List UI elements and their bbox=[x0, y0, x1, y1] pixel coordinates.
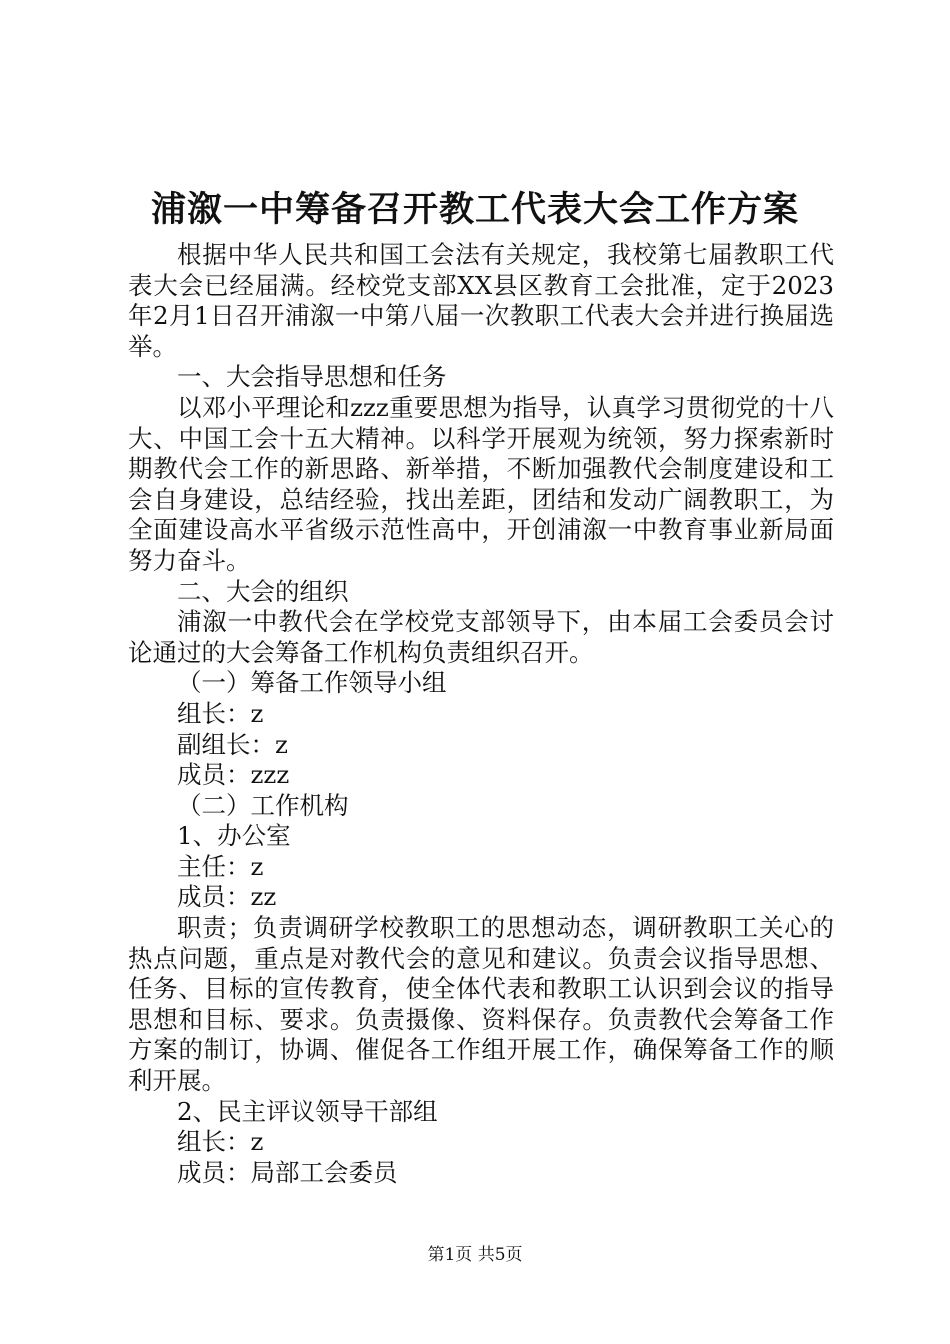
list-item: 组长：z bbox=[177, 1127, 264, 1157]
list-item: 主任：z bbox=[177, 851, 264, 881]
subsection-heading-1: （一）筹备工作领导小组 bbox=[177, 668, 447, 698]
document-title: 浦溆一中筹备召开教工代表大会工作方案 bbox=[150, 189, 799, 230]
paragraph-guiding-thought: 以邓小平理论和zzz重要思想为指导，认真学习贯彻党的十八大、中国工会十五大精神。以科学开展观为统领，努力探索新时期教代会工作的新思路、新举措，不断加强教代会制度建设和工会自身建设，总结经验，找出差距，团结和发动广阔教职工，为全面建设高水平省级示范性高中，开创浦溆一中教育事业新局面努力奋斗。 bbox=[128, 392, 834, 575]
list-item: 副组长：z bbox=[177, 729, 288, 759]
section-heading-2: 二、大会的组织 bbox=[177, 576, 349, 606]
list-item: 成员：局部工会委员 bbox=[177, 1157, 398, 1187]
page-footer: 第1页 共5页 bbox=[427, 1245, 523, 1265]
subsection-heading-2: （二）工作机构 bbox=[177, 790, 349, 820]
document-body bbox=[128, 240, 834, 1188]
list-item: 1、办公室 bbox=[177, 821, 291, 851]
paragraph-intro: 根据中华人民共和国工会法有关规定，我校第七届教职工代表大会已经届满。经校党支部XX县区教育工会批准，定于2023年2月1日召开浦溆一中第八届一次教职工代表大会并进行换届选举。 bbox=[128, 240, 834, 361]
list-item: 成员：zzz bbox=[177, 760, 290, 790]
list-item: 2、民主评议领导干部组 bbox=[177, 1096, 438, 1126]
section-heading-1: 一、大会指导思想和任务 bbox=[177, 362, 447, 392]
paragraph-duties: 职责；负责调研学校教职工的思想动态，调研教职工关心的热点问题，重点是对教代会的意见和建议。负责会议指导思想、任务、目标的宣传教育，使全体代表和教职工认识到会议的指导思想和目标、要求。负责摄像、资料保存。负责教代会筹备工作方案的制订，协调、催促各工作组开展工作，确保筹备工作的顺利开展。 bbox=[128, 913, 834, 1096]
list-item: 组长：z bbox=[177, 698, 264, 728]
paragraph-organization: 浦溆一中教代会在学校党支部领导下，由本届工会委员会讨论通过的大会筹备工作机构负责组织召开。 bbox=[128, 607, 834, 667]
list-item: 成员：zz bbox=[177, 882, 277, 912]
